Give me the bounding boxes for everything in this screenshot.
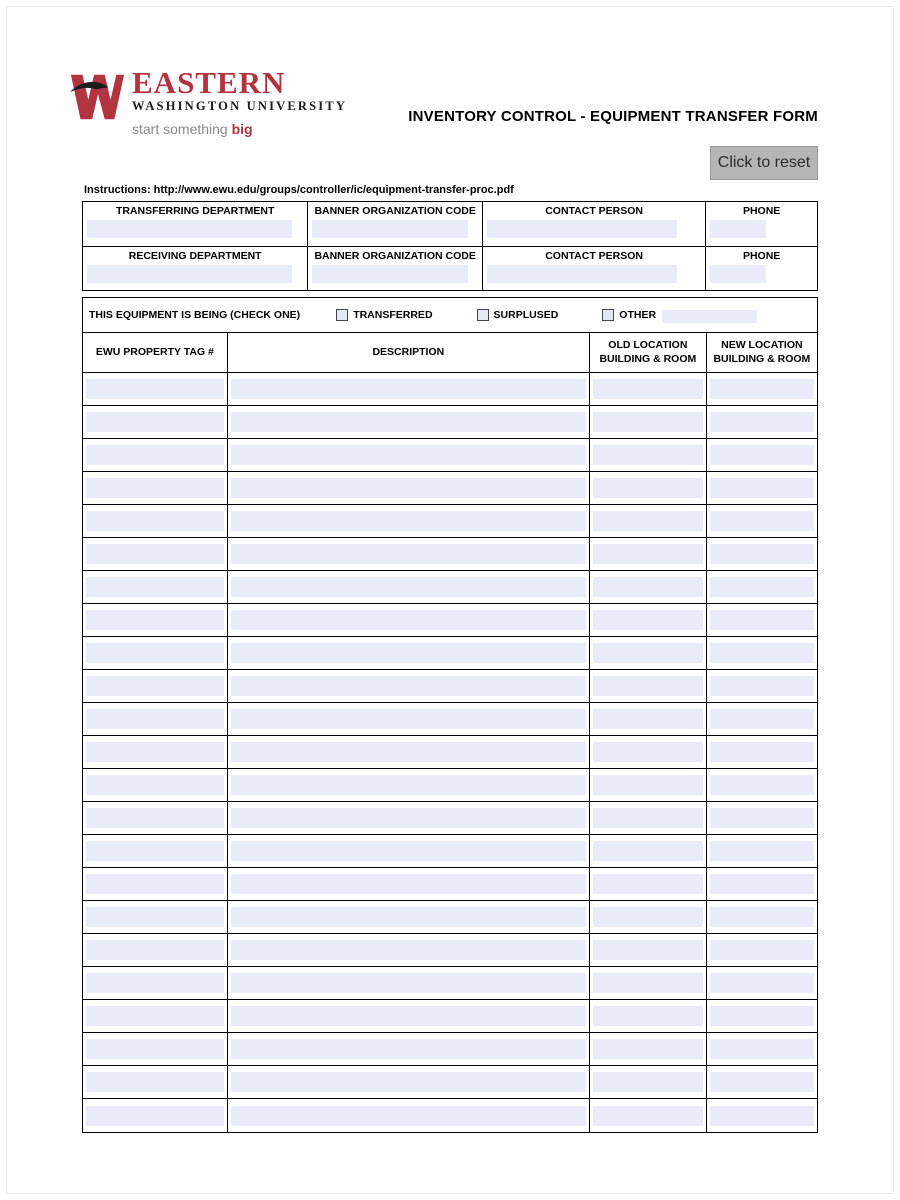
description-cell bbox=[228, 901, 590, 933]
new-location-cell bbox=[707, 604, 817, 636]
description-cell bbox=[228, 934, 590, 966]
description-input[interactable] bbox=[231, 445, 586, 465]
description-input[interactable] bbox=[231, 841, 586, 861]
old-location-input[interactable] bbox=[593, 379, 703, 399]
old-location-cell bbox=[590, 901, 707, 933]
phone-cell bbox=[706, 247, 817, 290]
description-cell bbox=[228, 736, 590, 768]
table-row bbox=[83, 670, 817, 703]
new-location-cell bbox=[707, 373, 817, 405]
old-location-cell bbox=[590, 967, 707, 999]
description-input[interactable] bbox=[231, 577, 586, 597]
description-cell bbox=[228, 406, 590, 438]
description-cell bbox=[228, 1099, 590, 1132]
description-cell bbox=[228, 571, 590, 603]
property-tag-cell bbox=[83, 835, 228, 867]
equipment-block bbox=[82, 297, 818, 1133]
new-location-cell bbox=[707, 406, 817, 438]
description-cell bbox=[228, 472, 590, 504]
grid-body bbox=[83, 373, 817, 1132]
new-location-input[interactable] bbox=[710, 709, 814, 729]
old-location-input[interactable] bbox=[593, 412, 703, 432]
property-tag-input[interactable] bbox=[86, 577, 224, 597]
banner-org-code-input[interactable] bbox=[312, 265, 468, 283]
new-location-cell bbox=[707, 835, 817, 867]
old-location-cell bbox=[590, 571, 707, 603]
property-tag-cell bbox=[83, 406, 228, 438]
old-location-cell bbox=[590, 637, 707, 669]
new-location-cell bbox=[707, 868, 817, 900]
new-location-cell bbox=[707, 967, 817, 999]
property-tag-input[interactable] bbox=[86, 907, 224, 927]
property-tag-input[interactable] bbox=[86, 742, 224, 762]
description-input[interactable] bbox=[231, 742, 586, 762]
description-input[interactable] bbox=[231, 379, 586, 399]
old-location-cell bbox=[590, 538, 707, 570]
new-location-cell bbox=[707, 703, 817, 735]
check-one-row bbox=[83, 298, 817, 333]
table-row bbox=[83, 769, 817, 802]
property-tag-input[interactable] bbox=[86, 1072, 224, 1092]
property-tag-cell bbox=[83, 1099, 228, 1132]
table-row bbox=[83, 967, 817, 1000]
other-option bbox=[602, 307, 757, 323]
description-cell bbox=[228, 802, 590, 834]
surplused-label: SURPLUSED bbox=[493, 309, 559, 321]
property-tag-input[interactable] bbox=[86, 973, 224, 993]
description-cell bbox=[228, 505, 590, 537]
property-tag-input[interactable] bbox=[86, 544, 224, 564]
table-row bbox=[83, 868, 817, 901]
instructions-text: Instructions: http://www.ewu.edu/groups/controller/ic/equipment-transfer-proc.pdf bbox=[84, 184, 514, 196]
old-location-cell bbox=[590, 373, 707, 405]
logo-text bbox=[132, 65, 348, 137]
old-location-cell bbox=[590, 670, 707, 702]
old-location-input[interactable] bbox=[593, 874, 703, 894]
old-location-input[interactable] bbox=[593, 808, 703, 828]
description-cell bbox=[228, 967, 590, 999]
old-location-input[interactable] bbox=[593, 709, 703, 729]
property-tag-input[interactable] bbox=[86, 775, 224, 795]
property-tag-cell bbox=[83, 1000, 228, 1032]
property-tag-cell bbox=[83, 736, 228, 768]
surplused-option bbox=[477, 309, 559, 321]
transferred-label: TRANSFERRED bbox=[353, 309, 433, 321]
table-row bbox=[83, 802, 817, 835]
old-location-input[interactable] bbox=[593, 610, 703, 630]
receiving-department-input[interactable] bbox=[87, 265, 292, 283]
description-input[interactable] bbox=[231, 1106, 586, 1126]
description-input[interactable] bbox=[231, 544, 586, 564]
description-input[interactable] bbox=[231, 973, 586, 993]
property-tag-input[interactable] bbox=[86, 1006, 224, 1026]
description-input[interactable] bbox=[231, 775, 586, 795]
description-input[interactable] bbox=[231, 478, 586, 498]
description-cell bbox=[228, 373, 590, 405]
description-input[interactable] bbox=[231, 1006, 586, 1026]
old-location-input[interactable] bbox=[593, 1006, 703, 1026]
property-tag-input[interactable] bbox=[86, 676, 224, 696]
description-cell bbox=[228, 868, 590, 900]
old-location-input[interactable] bbox=[593, 742, 703, 762]
receiving-department-row bbox=[83, 246, 817, 290]
surplused-checkbox[interactable] bbox=[477, 309, 489, 321]
grid-header-description: DESCRIPTION bbox=[228, 333, 590, 372]
new-location-cell bbox=[707, 736, 817, 768]
old-location-input[interactable] bbox=[593, 940, 703, 960]
transferred-checkbox[interactable] bbox=[336, 309, 348, 321]
new-location-input[interactable] bbox=[710, 907, 814, 927]
table-row bbox=[83, 1033, 817, 1066]
phone-cell bbox=[706, 202, 817, 246]
new-location-cell bbox=[707, 1066, 817, 1098]
description-cell bbox=[228, 637, 590, 669]
property-tag-cell bbox=[83, 769, 228, 801]
new-location-cell bbox=[707, 934, 817, 966]
old-location-input[interactable] bbox=[593, 1072, 703, 1092]
table-row bbox=[83, 703, 817, 736]
property-tag-cell bbox=[83, 604, 228, 636]
property-tag-input[interactable] bbox=[86, 1039, 224, 1059]
new-location-input[interactable] bbox=[710, 412, 814, 432]
transferring-department-input[interactable] bbox=[87, 220, 292, 238]
new-location-cell bbox=[707, 1099, 817, 1132]
grid-header bbox=[83, 333, 817, 373]
description-input[interactable] bbox=[231, 709, 586, 729]
new-location-input[interactable] bbox=[710, 874, 814, 894]
property-tag-cell bbox=[83, 637, 228, 669]
description-input[interactable] bbox=[231, 808, 586, 828]
receiving-department-cell bbox=[83, 247, 308, 290]
banner-org-code-input[interactable] bbox=[312, 220, 468, 238]
phone-input[interactable] bbox=[710, 265, 766, 283]
new-location-input[interactable] bbox=[710, 610, 814, 630]
property-tag-cell bbox=[83, 472, 228, 504]
property-tag-input[interactable] bbox=[86, 610, 224, 630]
description-input[interactable] bbox=[231, 610, 586, 630]
description-input[interactable] bbox=[231, 1072, 586, 1092]
description-cell bbox=[228, 835, 590, 867]
old-location-cell bbox=[590, 835, 707, 867]
new-location-cell bbox=[707, 1000, 817, 1032]
old-location-cell bbox=[590, 1099, 707, 1132]
table-row bbox=[83, 934, 817, 967]
new-location-input[interactable] bbox=[710, 379, 814, 399]
old-location-cell bbox=[590, 1033, 707, 1065]
contact-person-input[interactable] bbox=[487, 265, 677, 283]
table-row bbox=[83, 439, 817, 472]
page-title: INVENTORY CONTROL - EQUIPMENT TRANSFER FORM bbox=[408, 108, 818, 125]
phone-label: PHONE bbox=[742, 205, 781, 217]
phone-label: PHONE bbox=[742, 250, 781, 262]
old-location-cell bbox=[590, 472, 707, 504]
property-tag-cell bbox=[83, 505, 228, 537]
old-location-cell bbox=[590, 406, 707, 438]
other-label: OTHER bbox=[619, 309, 657, 321]
table-row bbox=[83, 571, 817, 604]
new-location-cell bbox=[707, 439, 817, 471]
logo-name: EASTERN bbox=[132, 65, 286, 100]
reset-button[interactable]: Click to reset bbox=[710, 146, 818, 180]
description-cell bbox=[228, 439, 590, 471]
banner-org-code-cell bbox=[308, 202, 483, 246]
new-location-input[interactable] bbox=[710, 676, 814, 696]
new-location-input[interactable] bbox=[710, 808, 814, 828]
grid-header-new-location: NEW LOCATION BUILDING & ROOM bbox=[713, 339, 811, 365]
property-tag-input[interactable] bbox=[86, 874, 224, 894]
new-location-input[interactable] bbox=[710, 1039, 814, 1059]
new-location-input[interactable] bbox=[710, 1006, 814, 1026]
other-input[interactable] bbox=[662, 310, 757, 323]
old-location-input[interactable] bbox=[593, 544, 703, 564]
old-location-input[interactable] bbox=[593, 1039, 703, 1059]
new-location-input[interactable] bbox=[710, 1106, 814, 1126]
table-row bbox=[83, 406, 817, 439]
new-location-cell bbox=[707, 571, 817, 603]
description-cell bbox=[228, 538, 590, 570]
contact-person-input[interactable] bbox=[487, 220, 677, 238]
contact-person-cell bbox=[483, 202, 706, 246]
new-location-input[interactable] bbox=[710, 478, 814, 498]
new-location-cell bbox=[707, 505, 817, 537]
property-tag-input[interactable] bbox=[86, 511, 224, 531]
new-location-input[interactable] bbox=[710, 775, 814, 795]
form-header bbox=[82, 66, 818, 180]
logo-tagline: start something big bbox=[132, 121, 253, 137]
transferring-department-label: TRANSFERRING DEPARTMENT bbox=[115, 205, 275, 217]
property-tag-input[interactable] bbox=[86, 379, 224, 399]
old-location-cell bbox=[590, 604, 707, 636]
table-row bbox=[83, 538, 817, 571]
new-location-input[interactable] bbox=[710, 973, 814, 993]
contact-person-label: CONTACT PERSON bbox=[545, 250, 643, 262]
property-tag-cell bbox=[83, 802, 228, 834]
old-location-cell bbox=[590, 802, 707, 834]
old-location-cell bbox=[590, 505, 707, 537]
old-location-input[interactable] bbox=[593, 775, 703, 795]
description-cell bbox=[228, 769, 590, 801]
old-location-cell bbox=[590, 1000, 707, 1032]
description-cell bbox=[228, 703, 590, 735]
old-location-input[interactable] bbox=[593, 511, 703, 531]
description-input[interactable] bbox=[231, 511, 586, 531]
form-area bbox=[82, 66, 818, 1133]
new-location-cell bbox=[707, 802, 817, 834]
old-location-input[interactable] bbox=[593, 841, 703, 861]
new-location-input[interactable] bbox=[710, 643, 814, 663]
table-row bbox=[83, 373, 817, 406]
new-location-input[interactable] bbox=[710, 445, 814, 465]
new-location-cell bbox=[707, 1033, 817, 1065]
property-tag-input[interactable] bbox=[86, 709, 224, 729]
property-tag-cell bbox=[83, 538, 228, 570]
old-location-cell bbox=[590, 769, 707, 801]
new-location-cell bbox=[707, 637, 817, 669]
old-location-cell bbox=[590, 736, 707, 768]
old-location-input[interactable] bbox=[593, 907, 703, 927]
check-section-label: THIS EQUIPMENT IS BEING (CHECK ONE) bbox=[89, 309, 301, 321]
description-cell bbox=[228, 1000, 590, 1032]
banner-org-code-cell bbox=[308, 247, 483, 290]
table-row bbox=[83, 505, 817, 538]
new-location-input[interactable] bbox=[710, 577, 814, 597]
other-checkbox[interactable] bbox=[602, 309, 614, 321]
description-input[interactable] bbox=[231, 940, 586, 960]
property-tag-cell bbox=[83, 934, 228, 966]
property-tag-cell bbox=[83, 373, 228, 405]
old-location-input[interactable] bbox=[593, 478, 703, 498]
contact-person-label: CONTACT PERSON bbox=[545, 205, 643, 217]
description-cell bbox=[228, 670, 590, 702]
description-input[interactable] bbox=[231, 412, 586, 432]
contact-person-cell bbox=[483, 247, 706, 290]
old-location-cell bbox=[590, 439, 707, 471]
transferred-option bbox=[336, 309, 432, 321]
property-tag-input[interactable] bbox=[86, 1106, 224, 1126]
table-row bbox=[83, 1066, 817, 1099]
department-table bbox=[82, 201, 818, 291]
property-tag-cell bbox=[83, 1066, 228, 1098]
description-input[interactable] bbox=[231, 643, 586, 663]
old-location-input[interactable] bbox=[593, 577, 703, 597]
property-tag-input[interactable] bbox=[86, 445, 224, 465]
new-location-cell bbox=[707, 670, 817, 702]
property-tag-cell bbox=[83, 868, 228, 900]
description-input[interactable] bbox=[231, 874, 586, 894]
phone-input[interactable] bbox=[710, 220, 766, 238]
property-tag-cell bbox=[83, 703, 228, 735]
table-row bbox=[83, 472, 817, 505]
description-input[interactable] bbox=[231, 907, 586, 927]
property-tag-input[interactable] bbox=[86, 940, 224, 960]
banner-org-code-label: BANNER ORGANIZATION CODE bbox=[314, 205, 476, 217]
eagle-icon bbox=[68, 70, 126, 127]
new-location-input[interactable] bbox=[710, 511, 814, 531]
old-location-cell bbox=[590, 1066, 707, 1098]
old-location-input[interactable] bbox=[593, 676, 703, 696]
old-location-input[interactable] bbox=[593, 1106, 703, 1126]
grid-header-old-location: OLD LOCATION BUILDING & ROOM bbox=[590, 333, 707, 372]
property-tag-cell bbox=[83, 967, 228, 999]
new-location-input[interactable] bbox=[710, 940, 814, 960]
new-location-input[interactable] bbox=[710, 742, 814, 762]
table-row bbox=[83, 1099, 817, 1132]
property-tag-cell bbox=[83, 670, 228, 702]
new-location-cell bbox=[707, 901, 817, 933]
old-location-cell bbox=[590, 868, 707, 900]
table-row bbox=[83, 637, 817, 670]
logo-subname: WASHINGTON UNIVERSITY bbox=[132, 99, 348, 113]
property-tag-cell bbox=[83, 1033, 228, 1065]
ewu-logo bbox=[68, 65, 348, 137]
new-location-input[interactable] bbox=[710, 841, 814, 861]
description-cell bbox=[228, 1033, 590, 1065]
property-tag-cell bbox=[83, 901, 228, 933]
description-input[interactable] bbox=[231, 1039, 586, 1059]
property-tag-cell bbox=[83, 571, 228, 603]
old-location-input[interactable] bbox=[593, 973, 703, 993]
property-tag-input[interactable] bbox=[86, 412, 224, 432]
new-location-input[interactable] bbox=[710, 544, 814, 564]
new-location-input[interactable] bbox=[710, 1072, 814, 1092]
receiving-department-label: RECEIVING DEPARTMENT bbox=[128, 250, 262, 262]
transferring-department-row bbox=[83, 202, 817, 246]
description-input[interactable] bbox=[231, 676, 586, 696]
property-tag-input[interactable] bbox=[86, 643, 224, 663]
property-tag-input[interactable] bbox=[86, 808, 224, 828]
new-location-cell bbox=[707, 769, 817, 801]
description-cell bbox=[228, 1066, 590, 1098]
new-location-cell bbox=[707, 538, 817, 570]
transferring-department-cell bbox=[83, 202, 308, 246]
old-location-input[interactable] bbox=[593, 643, 703, 663]
table-row bbox=[83, 1000, 817, 1033]
table-row bbox=[83, 901, 817, 934]
table-row bbox=[83, 736, 817, 769]
property-tag-input[interactable] bbox=[86, 478, 224, 498]
description-cell bbox=[228, 604, 590, 636]
property-tag-cell bbox=[83, 439, 228, 471]
table-row bbox=[83, 835, 817, 868]
property-tag-input[interactable] bbox=[86, 841, 224, 861]
grid-header-property-tag: EWU PROPERTY TAG # bbox=[83, 333, 228, 372]
old-location-cell bbox=[590, 934, 707, 966]
old-location-cell bbox=[590, 703, 707, 735]
table-row bbox=[83, 604, 817, 637]
banner-org-code-label: BANNER ORGANIZATION CODE bbox=[314, 250, 476, 262]
old-location-input[interactable] bbox=[593, 445, 703, 465]
new-location-cell bbox=[707, 472, 817, 504]
